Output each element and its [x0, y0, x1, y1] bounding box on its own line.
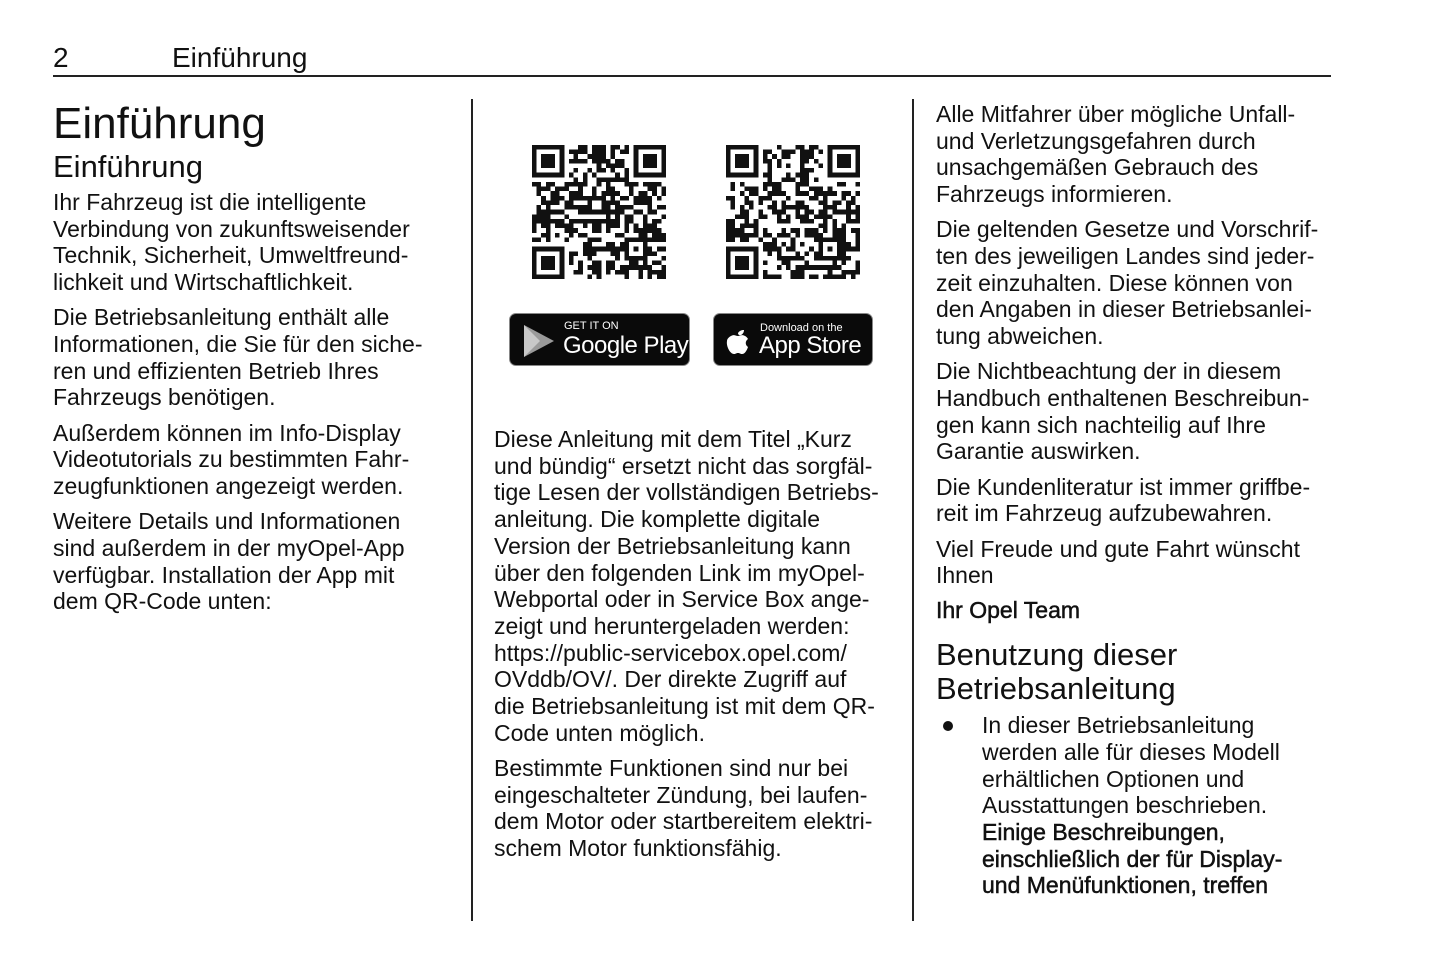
qr-code-app-store [726, 145, 860, 279]
apple-icon [725, 324, 751, 356]
paragraphs [494, 426, 904, 862]
paragraph [53, 189, 453, 296]
text-line: Code unten möglich. [494, 719, 705, 746]
text-line: Alle Mitfahrer über mögliche Unfall- [936, 101, 1296, 127]
paragraphs [936, 101, 1346, 589]
text-line: einschließlich der für Display- [982, 845, 1283, 872]
text-line: Verbindung von zukunftsweisender [53, 215, 410, 242]
paragraphs [53, 189, 453, 615]
running-header: Einführung [172, 42, 308, 73]
apple-badge-small: Download on the [760, 322, 843, 334]
text-line: Videotutorials zu bestimmten Fahr- [53, 446, 410, 473]
text-line: Fahrzeugs informieren. [936, 181, 1173, 208]
paragraph [936, 358, 1346, 465]
paragraph [494, 426, 904, 746]
text-line: schem Motor funktionsfähig. [494, 835, 782, 862]
text-line: OVddb/OV/. Der direkte Zugriff auf [494, 666, 847, 693]
app-store-badge[interactable] [713, 313, 873, 366]
section-heading-usage [936, 638, 1346, 706]
text-line: zeigt und heruntergeladen werden: [494, 612, 850, 639]
text-line: ten des jeweiligen Landes sind jeder- [936, 243, 1315, 270]
text-line: In dieser Betriebsanleitung [982, 712, 1255, 739]
text-line: Weitere Details und Informationen [53, 508, 401, 535]
section-heading: Einführung [53, 149, 203, 184]
heading-line: Benutzung dieser [936, 637, 1178, 673]
text-line: Version der Betriebsanleitung kann [494, 532, 851, 559]
text-line: und bündig“ ersetzt nicht das sorgfäl- [494, 452, 873, 479]
text-line: und Menüfunktionen, treffen [982, 872, 1269, 899]
paragraph [494, 755, 904, 862]
google-badge-small: GET IT ON [564, 320, 619, 332]
text-line: lichkeit und Wirtschaftlichkeit. [53, 269, 354, 296]
text-line: Einige Beschreibungen, [982, 818, 1225, 845]
text-line: erhältlichen Optionen und [982, 765, 1245, 792]
qr-code-google-play [532, 145, 666, 279]
text-line: zeit einzuhalten. Diese können von [936, 269, 1293, 296]
google-badge-big: Google Play [563, 332, 689, 359]
text-line: dem Motor oder startbereitem elektri- [494, 808, 873, 835]
header-rule [53, 75, 1331, 77]
text-line: Die geltenden Gesetze und Vorschrif- [936, 216, 1319, 243]
heading-line: Betriebsanleitung [936, 671, 1176, 707]
paragraph [936, 101, 1346, 208]
text-line: Bestimmte Funktionen sind nur bei [494, 754, 849, 781]
text-line: Ausstattungen beschrieben. [982, 792, 1268, 819]
text-line: über den folgenden Link im myOpel- [494, 559, 865, 586]
text-line: https://public-servicebox.opel.com/ [494, 639, 847, 666]
column-divider [471, 99, 473, 921]
text-line: reit im Fahrzeug aufzubewahren. [936, 500, 1273, 527]
column-divider [912, 99, 914, 921]
text-line: tige Lesen der vollständigen Betriebs- [494, 479, 879, 506]
text-line: unsachgemäßen Gebrauch des [936, 154, 1259, 181]
bullet-item [936, 712, 1346, 899]
text-line: Ihnen [936, 562, 994, 589]
google-play-icon [522, 323, 556, 359]
paragraph [936, 474, 1346, 527]
signature: Ihr Opel Team [936, 597, 1081, 624]
text-line: Die Betriebsanleitung enthält alle [53, 304, 390, 331]
text-line: Informationen, die Sie für den siche- [53, 331, 423, 358]
text-line: Außerdem können im Info-Display [53, 419, 401, 446]
paragraph [53, 304, 453, 411]
text-line: Viel Freude und gute Fahrt wünscht [936, 535, 1300, 562]
text-line: Handbuch enthaltenen Beschreibun- [936, 385, 1310, 412]
text-line: Diese Anleitung mit dem Titel „Kurz [494, 426, 852, 452]
paragraph [936, 216, 1346, 350]
column-2 [494, 426, 904, 870]
page-number: 2 [53, 42, 69, 73]
text-line: werden alle für dieses Modell [982, 738, 1280, 765]
text-line: den Angaben in dieser Betriebsanlei- [936, 296, 1312, 323]
column-1 [53, 99, 453, 624]
text-line: ren und effizienten Betrieb Ihres [53, 357, 379, 384]
text-line: Webportal oder in Service Box ange- [494, 586, 870, 613]
text-line: Garantie auswirken. [936, 438, 1141, 465]
text-line: Die Kundenliteratur ist immer griffbe- [936, 473, 1311, 500]
text-line: Technik, Sicherheit, Umweltfreund- [53, 242, 409, 269]
text-line: anleitung. Die komplette digitale [494, 506, 821, 533]
apple-badge-big: App Store [759, 332, 862, 359]
text-line: verfügbar. Installation der App mit [53, 561, 395, 588]
text-line: dem QR-Code unten: [53, 588, 272, 615]
text-line: sind außerdem in der myOpel-App [53, 534, 405, 561]
paragraph [53, 420, 453, 500]
text-line: tung abweichen. [936, 323, 1104, 350]
paragraph [936, 536, 1346, 589]
text-line: und Verletzungsgefahren durch [936, 127, 1256, 154]
text-line: zeugfunktionen angezeigt werden. [53, 473, 404, 500]
text-line: Die Nichtbeachtung der in diesem [936, 358, 1282, 385]
google-play-badge[interactable] [509, 313, 690, 366]
bullet-icon [943, 721, 953, 731]
page-title: Einführung [53, 99, 266, 148]
column-3 [936, 101, 1346, 899]
paragraph [53, 508, 453, 615]
text-line: eingeschalteter Zündung, bei laufen- [494, 781, 868, 808]
text-line: die Betriebsanleitung ist mit dem QR- [494, 693, 875, 720]
text-line: gen kann sich nachteilig auf Ihre [936, 411, 1266, 438]
text-line: Fahrzeugs benötigen. [53, 384, 276, 411]
text-line: Ihr Fahrzeug ist die intelligente [53, 189, 367, 215]
